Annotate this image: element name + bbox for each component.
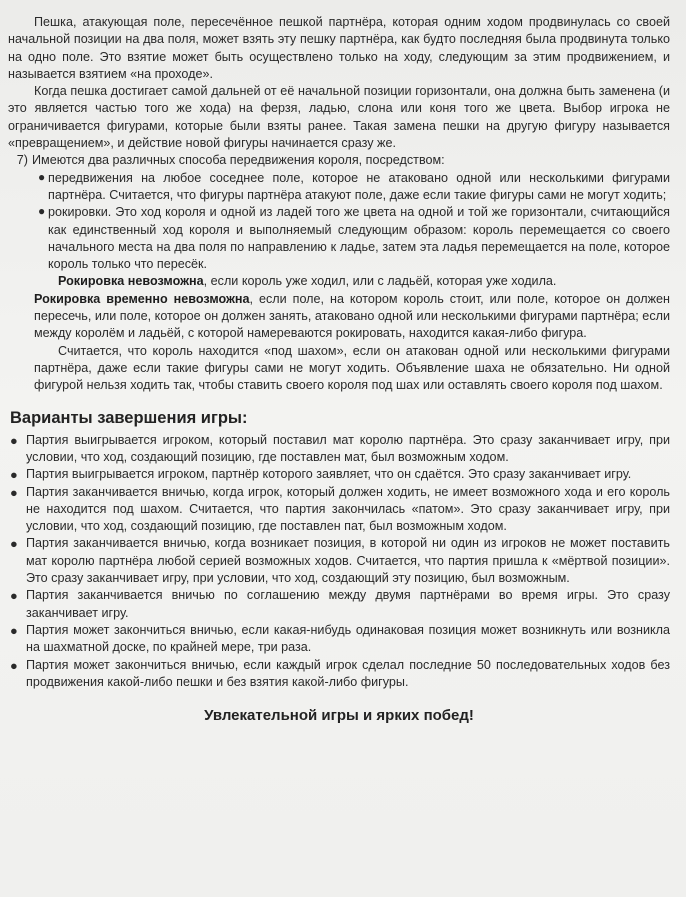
- promotion-paragraph: Когда пешка достигает самой дальней от её начальной позиции горизонтали, она должна быть заменена (и это является частью того же хода) на ферзя, ладью, слона или коня того же цвета. Выбор игрока не ограничивается фигурами, которые были взяты ранее. Такая замена пешки на другую фигуру называется «превращением», и действие новой фигуры начинается сразу же.: [8, 84, 670, 151]
- king-moves-intro: Имеются два различных способа передвижения короля, посредством:: [32, 153, 445, 168]
- bullet-icon: ●: [10, 622, 18, 638]
- bullet-icon: ●: [10, 536, 18, 552]
- en-passant-paragraph: Пешка, атакующая поле, пересечённое пешкой партнёра, которая одним ходом продвинулась со своей начальной позиции на два поля, может взять эту пешку партнёра, как будто последняя была продвинута только на одно поле. Это взятие может быть осуществлено только на ходу, следующим за этим продвижением, и называется взятием «на проходе».: [8, 15, 670, 81]
- list-item-text: Партия может закончиться вничью, если какая-нибудь одинаковая позиция может возникнуть или возникла на шахматной доске, по крайней мере, три раза.: [26, 622, 670, 655]
- list-item: [8, 587, 670, 622]
- list-item-text: Партия заканчивается вничью по соглашению между двумя партнёрами во время игры. Это сразу заканчивает игру.: [26, 588, 670, 620]
- castling-text: рокировки. Это ход короля и одной из ладей того же цвета на одной и той же горизонтали, считающийся как единственный ход короля и выполняемый следующим образом: король перемещается со своего начального места на два поля по направлению к ладье, затем эта ладья перемещается на поле, которое король только что пересёк.: [48, 205, 670, 272]
- list-item: [8, 657, 670, 692]
- castling-temporary: [34, 291, 670, 343]
- list-item: [8, 622, 670, 657]
- castling-bullet: [38, 204, 670, 273]
- rule-item-7: [8, 152, 670, 169]
- bullet-icon: ●: [10, 484, 18, 500]
- list-item: [8, 432, 670, 467]
- king-move-text: передвижения на любое соседнее поле, которое не атаковано одной или несколькими фигурами партнёра. Считается, что фигуры партнёра атакуют поле, даже если такие фигуры сами не могут ходить;: [48, 170, 670, 202]
- list-item: [8, 535, 670, 587]
- bullet-icon: ●: [38, 204, 46, 219]
- king-move-bullet: [38, 170, 670, 205]
- bullet-icon: ●: [10, 467, 18, 483]
- bullet-icon: ●: [10, 657, 18, 673]
- castling-impossible-text: , если король уже ходил, или с ладьёй, которая уже ходила.: [203, 274, 557, 289]
- castling-impossible: [34, 273, 670, 290]
- check-paragraph: Считается, что король находится «под шахом», если он атакован одной или несколькими фигурами партнёра, даже если такие фигуры сами не могут ходить. Объявление шаха не обязательно. Ни одной фигурой нельзя ходить так, чтобы ставить своего короля под шах или оставлять своего короля под шахом.: [34, 343, 670, 393]
- rule-number: 7): [16, 153, 28, 168]
- bullet-icon: ●: [10, 588, 18, 604]
- list-item-text: Партия заканчивается вничью, когда игрок, который должен ходить, не имеет возможного хода и его король не находится под шахом. Считается, что партия закончилась «патом». Это сразу заканчивает игру, при условии, что ход, создающий позицию, где поставлен пат, был возможным ходом.: [26, 484, 670, 534]
- castling-restrictions: [34, 273, 670, 394]
- castling-impossible-term: Рокировка невозможна: [58, 274, 204, 289]
- list-item-text: Партия выигрывается игроком, который поставил мат королю партнёра. Это сразу заканчивает игру, при условии, что ход, создающий позицию, где поставлен мат, был возможным ходом.: [26, 432, 670, 464]
- endings-list: [8, 432, 670, 692]
- bullet-icon: ●: [10, 432, 18, 448]
- list-item-text: Партия заканчивается вничью, когда возникает позиция, в которой ни один из игроков не может поставить мат королю партнёра любой серией возможных ходов. Считается, что партия пришла к «мёртвой позиции». Это сразу заканчивает игру, при условии, что ход, создающий эту позицию, был возможным.: [26, 536, 670, 586]
- list-item-text: Партия может закончиться вничью, если каждый игрок сделал последние 50 последовательных ходов без продвижения какой-либо пешки и без взятия какой-либо фигуры.: [26, 657, 670, 689]
- bullet-icon: ●: [38, 169, 46, 184]
- list-item: [8, 484, 670, 536]
- list-item-text: Партия выигрывается игроком, партнёр которого заявляет, что он сдаётся. Это сразу заканчивает игру.: [26, 467, 632, 482]
- castling-temporary-text: , если поле, на котором король стоит, или поле, которое он должен пересечь, или поле, которое он должен занять, атаковано одной или несколькими фигурами партнёра; если между королём и ладьёй, с которой намереваются рокировать, находится какая-либо фигура.: [34, 291, 670, 341]
- list-item: [8, 466, 670, 483]
- closing-wish: Увлекательной игры и ярких побед!: [204, 707, 474, 725]
- endings-heading: Варианты завершения игры:: [10, 408, 248, 427]
- castling-temporary-term: Рокировка временно невозможна: [34, 291, 250, 306]
